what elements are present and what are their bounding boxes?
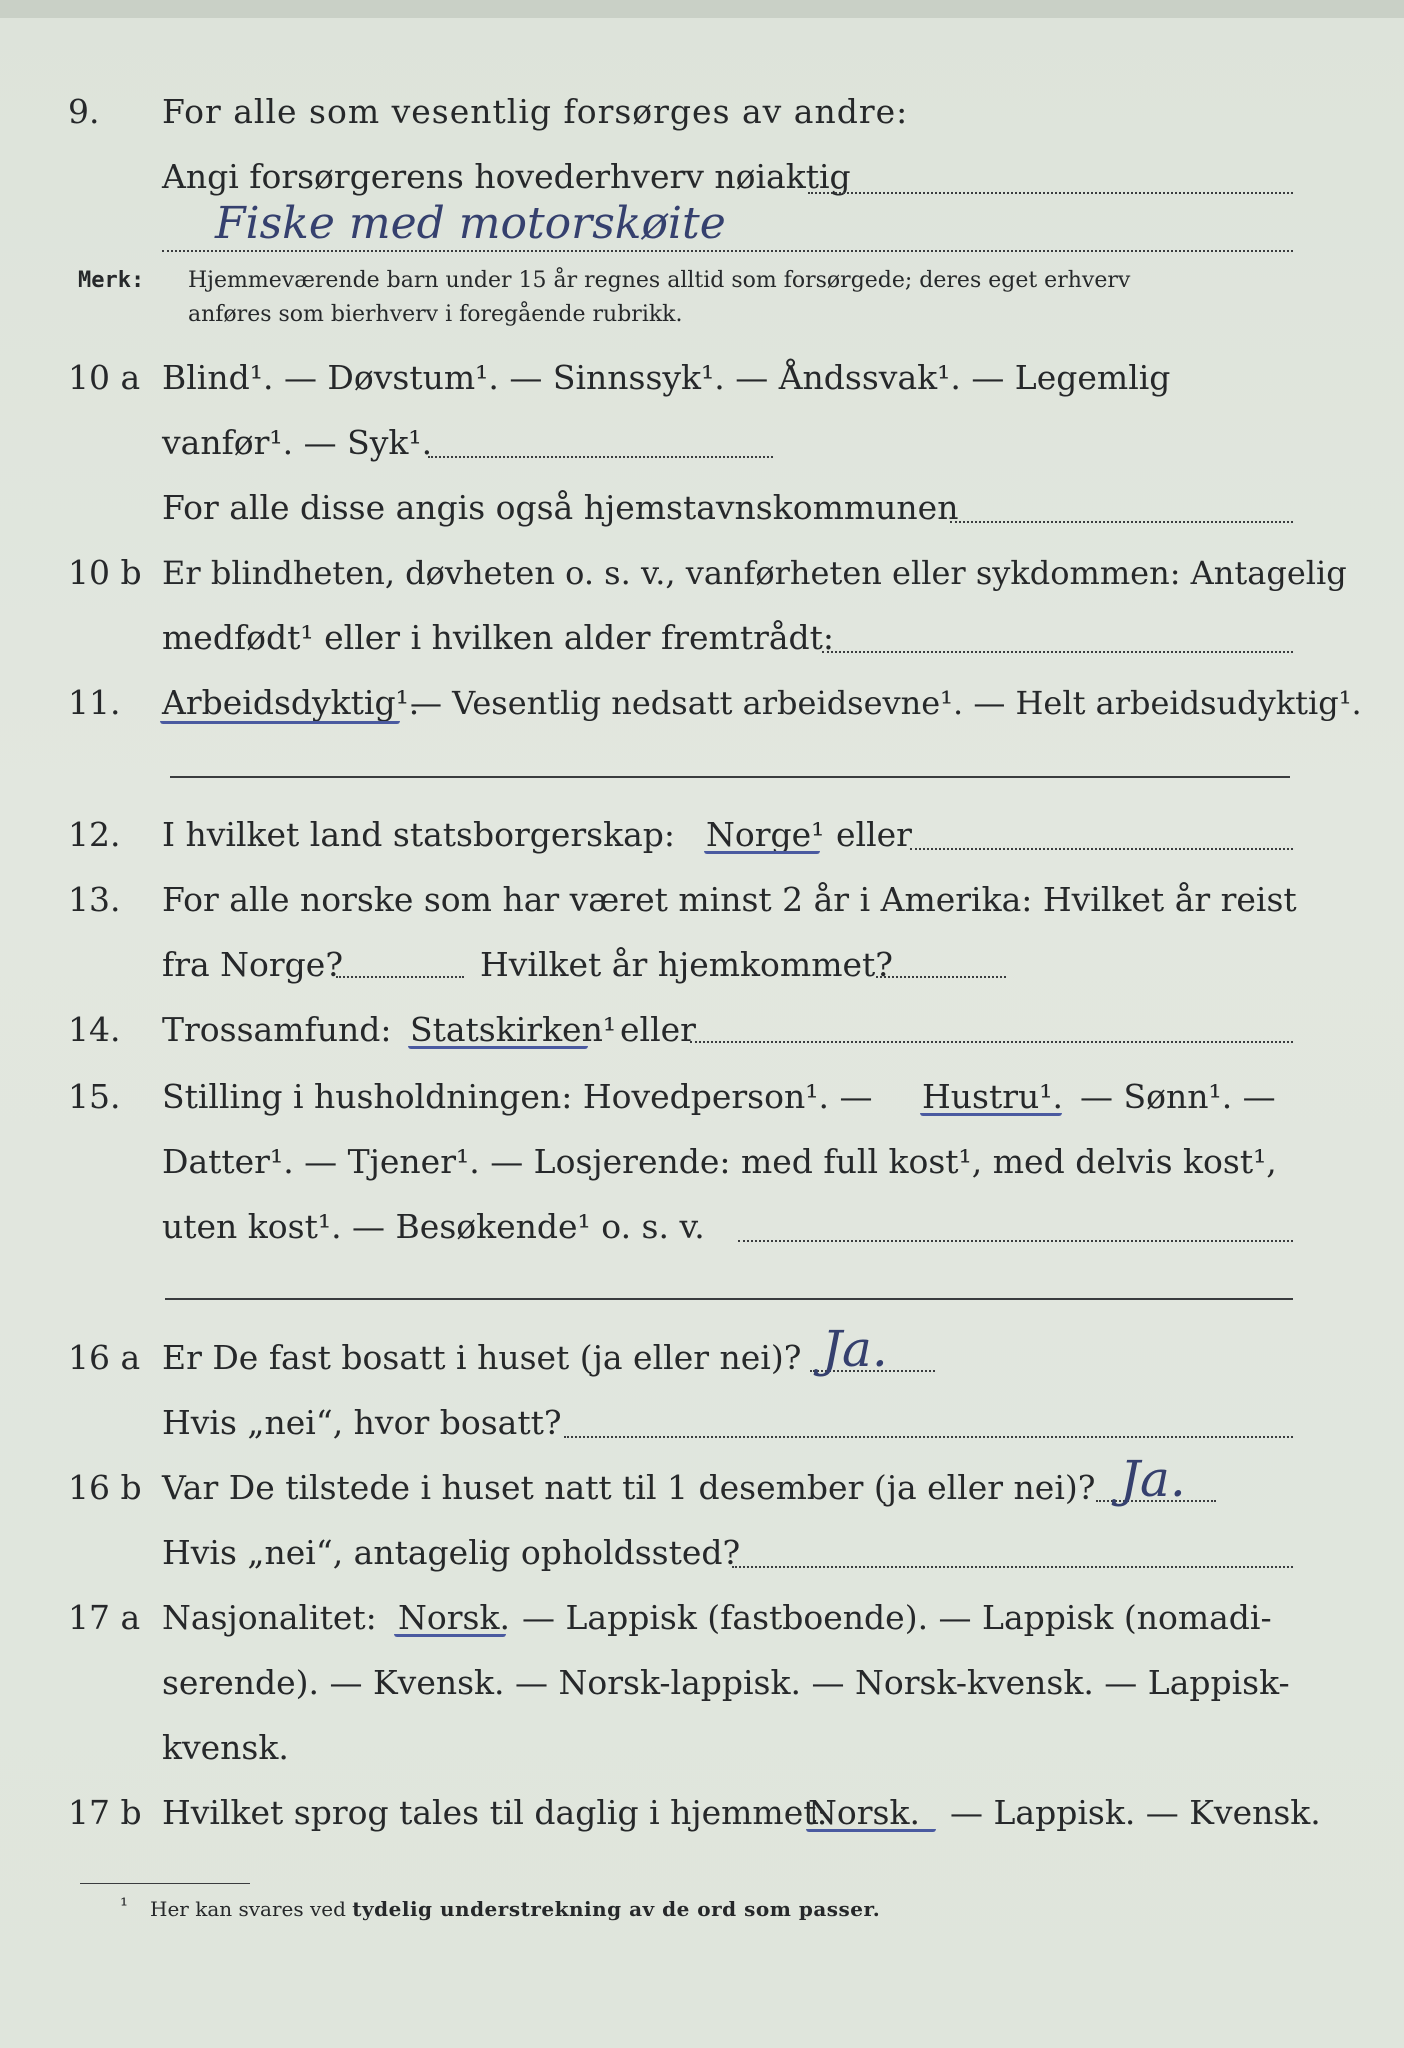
q17a-number: 17 a — [68, 1598, 141, 1637]
footnote-text — [150, 1896, 880, 1922]
q15-selected: Hustru¹. — [922, 1077, 1063, 1116]
q16b-line1: Var De tilstede i huset natt til 1 desember (ja eller nei)? — [162, 1468, 1096, 1507]
q14-selected: Statskirken¹ — [410, 1010, 617, 1049]
merk-line2: anføres som bierhverv i foregående rubrikk. — [188, 302, 683, 327]
q10a-number: 10 a — [68, 358, 141, 397]
q13-year-returned-dots — [876, 976, 1006, 978]
q10a-line1: Blind¹. — Døvstum¹. — Sinnssyk¹. — Åndssvak¹. — Legemlig — [162, 358, 1171, 397]
q15-underline — [920, 1113, 1062, 1116]
q11-underline — [160, 721, 400, 724]
q16a-line2-dots — [564, 1436, 1293, 1438]
q13-line2b: Hvilket år hjemkommet? — [480, 945, 893, 984]
q10b-line2-dots — [822, 651, 1293, 653]
q11-rest: — Vesentlig nedsatt arbeidsevne¹. — Helt arbeidsudyktig¹. — [410, 684, 1362, 722]
q12-underline — [704, 851, 820, 854]
q9-number: 9. — [68, 92, 100, 131]
q13-number: 13. — [68, 880, 121, 919]
footnote-mark: ¹ — [120, 1893, 129, 1917]
q15-answer-line — [165, 1298, 1293, 1300]
q10a-line2: vanfør¹. — Syk¹. — [162, 423, 433, 462]
q14-underline — [408, 1046, 588, 1049]
q16a-handwritten-answer: Ja. — [822, 1320, 888, 1378]
q15-line2: Datter¹. — Tjener¹. — Losjerende: med full kost¹, med delvis kost¹, — [162, 1142, 1277, 1181]
page-edge — [0, 0, 1404, 18]
merk-label: Merk: — [78, 268, 145, 293]
q12-number: 12. — [68, 815, 121, 854]
q16b-handwritten-answer: Ja. — [1120, 1450, 1186, 1508]
q17a-prefix: Nasjonalitet: — [162, 1598, 377, 1637]
q15-line3: uten kost¹. — Besøkende¹ o. s. v. — [162, 1207, 705, 1246]
q17b-selected: Norsk. — [808, 1793, 920, 1832]
q17a-selected: Norsk. — [398, 1598, 510, 1637]
merk-line1: Hjemmeværende barn under 15 år regnes alltid som forsørgede; deres eget erhverv — [188, 268, 1131, 293]
q16a-line1: Er De fast bosatt i huset (ja eller nei)? — [162, 1338, 802, 1377]
q13-year-left-dots — [336, 976, 464, 978]
q10a-line2-dots — [428, 456, 773, 458]
q15-line1b: — Sønn¹. — — [1080, 1077, 1276, 1116]
q16b-number: 16 b — [68, 1468, 142, 1507]
q16a-number: 16 a — [68, 1338, 141, 1377]
q17a-line3: kvensk. — [162, 1728, 289, 1767]
q12-suffix: eller — [836, 815, 912, 854]
q17b-suffix: — Lappisk. — Kvensk. — [950, 1793, 1321, 1832]
q17a-line1-rest: — Lappisk (fastboende). — Lappisk (nomadi- — [522, 1598, 1272, 1637]
q9-handwritten-answer: Fiske med motorskøite — [215, 198, 726, 249]
q14-dots — [690, 1041, 1293, 1043]
q10b-line2: medfødt¹ eller i hvilken alder fremtrådt: — [162, 618, 835, 657]
q12-selected: Norge¹ — [706, 815, 825, 854]
q11-answer-line — [170, 776, 1290, 778]
footnote-rule — [80, 1883, 250, 1884]
q15-line3-dots — [738, 1240, 1293, 1242]
q10b-line1: Er blindheten, døvheten o. s. v., vanførheten eller sykdommen: Antagelig — [162, 554, 1347, 592]
q9-answer-line — [808, 192, 1293, 194]
q17a-line2: serende). — Kvensk. — Norsk-lappisk. — Norsk-kvensk. — Lappisk- — [162, 1663, 1290, 1702]
q9-answer-line-2 — [162, 250, 1293, 252]
q15-number: 15. — [68, 1077, 121, 1116]
q17b-number: 17 b — [68, 1793, 142, 1832]
q12-dots — [910, 848, 1293, 850]
q16a-line2: Hvis „nei“, hvor bosatt? — [162, 1403, 562, 1442]
q11-number: 11. — [68, 683, 121, 722]
q16b-line2-dots — [732, 1566, 1293, 1568]
q17b-underline — [806, 1829, 936, 1832]
q17a-underline — [394, 1634, 506, 1637]
q10a-line3: For alle disse angis også hjemstavnskommunen — [162, 488, 959, 527]
q9-line1: For alle som vesentlig forsørges av andre: — [162, 92, 909, 131]
q14-suffix: eller — [620, 1010, 696, 1049]
q10a-line3-dots — [950, 521, 1293, 523]
q11-selected: Arbeidsdyktig¹. — [162, 683, 420, 722]
q10b-number: 10 b — [68, 553, 142, 592]
q14-number: 14. — [68, 1010, 121, 1049]
footnote-text-plain: Her kan svares ved — [150, 1897, 346, 1921]
footnote-text-bold: tydelig understrekning av de ord som passer. — [352, 1897, 881, 1921]
q13-line1: For alle norske som har været minst 2 år i Amerika: Hvilket år reist — [162, 880, 1297, 919]
q13-line2a: fra Norge? — [162, 945, 344, 984]
q17b-prefix: Hvilket sprog tales til daglig i hjemmet: — [162, 1793, 828, 1832]
q14-prefix: Trossamfund: — [162, 1010, 392, 1049]
q12-prefix: I hvilket land statsborgerskap: — [162, 815, 676, 854]
q16b-line2: Hvis „nei“, antagelig opholdssted? — [162, 1533, 741, 1572]
q9-line2: Angi forsørgerens hovederhverv nøiaktig — [162, 157, 851, 196]
q15-line1a: Stilling i husholdningen: Hovedperson¹. — — [162, 1077, 873, 1116]
